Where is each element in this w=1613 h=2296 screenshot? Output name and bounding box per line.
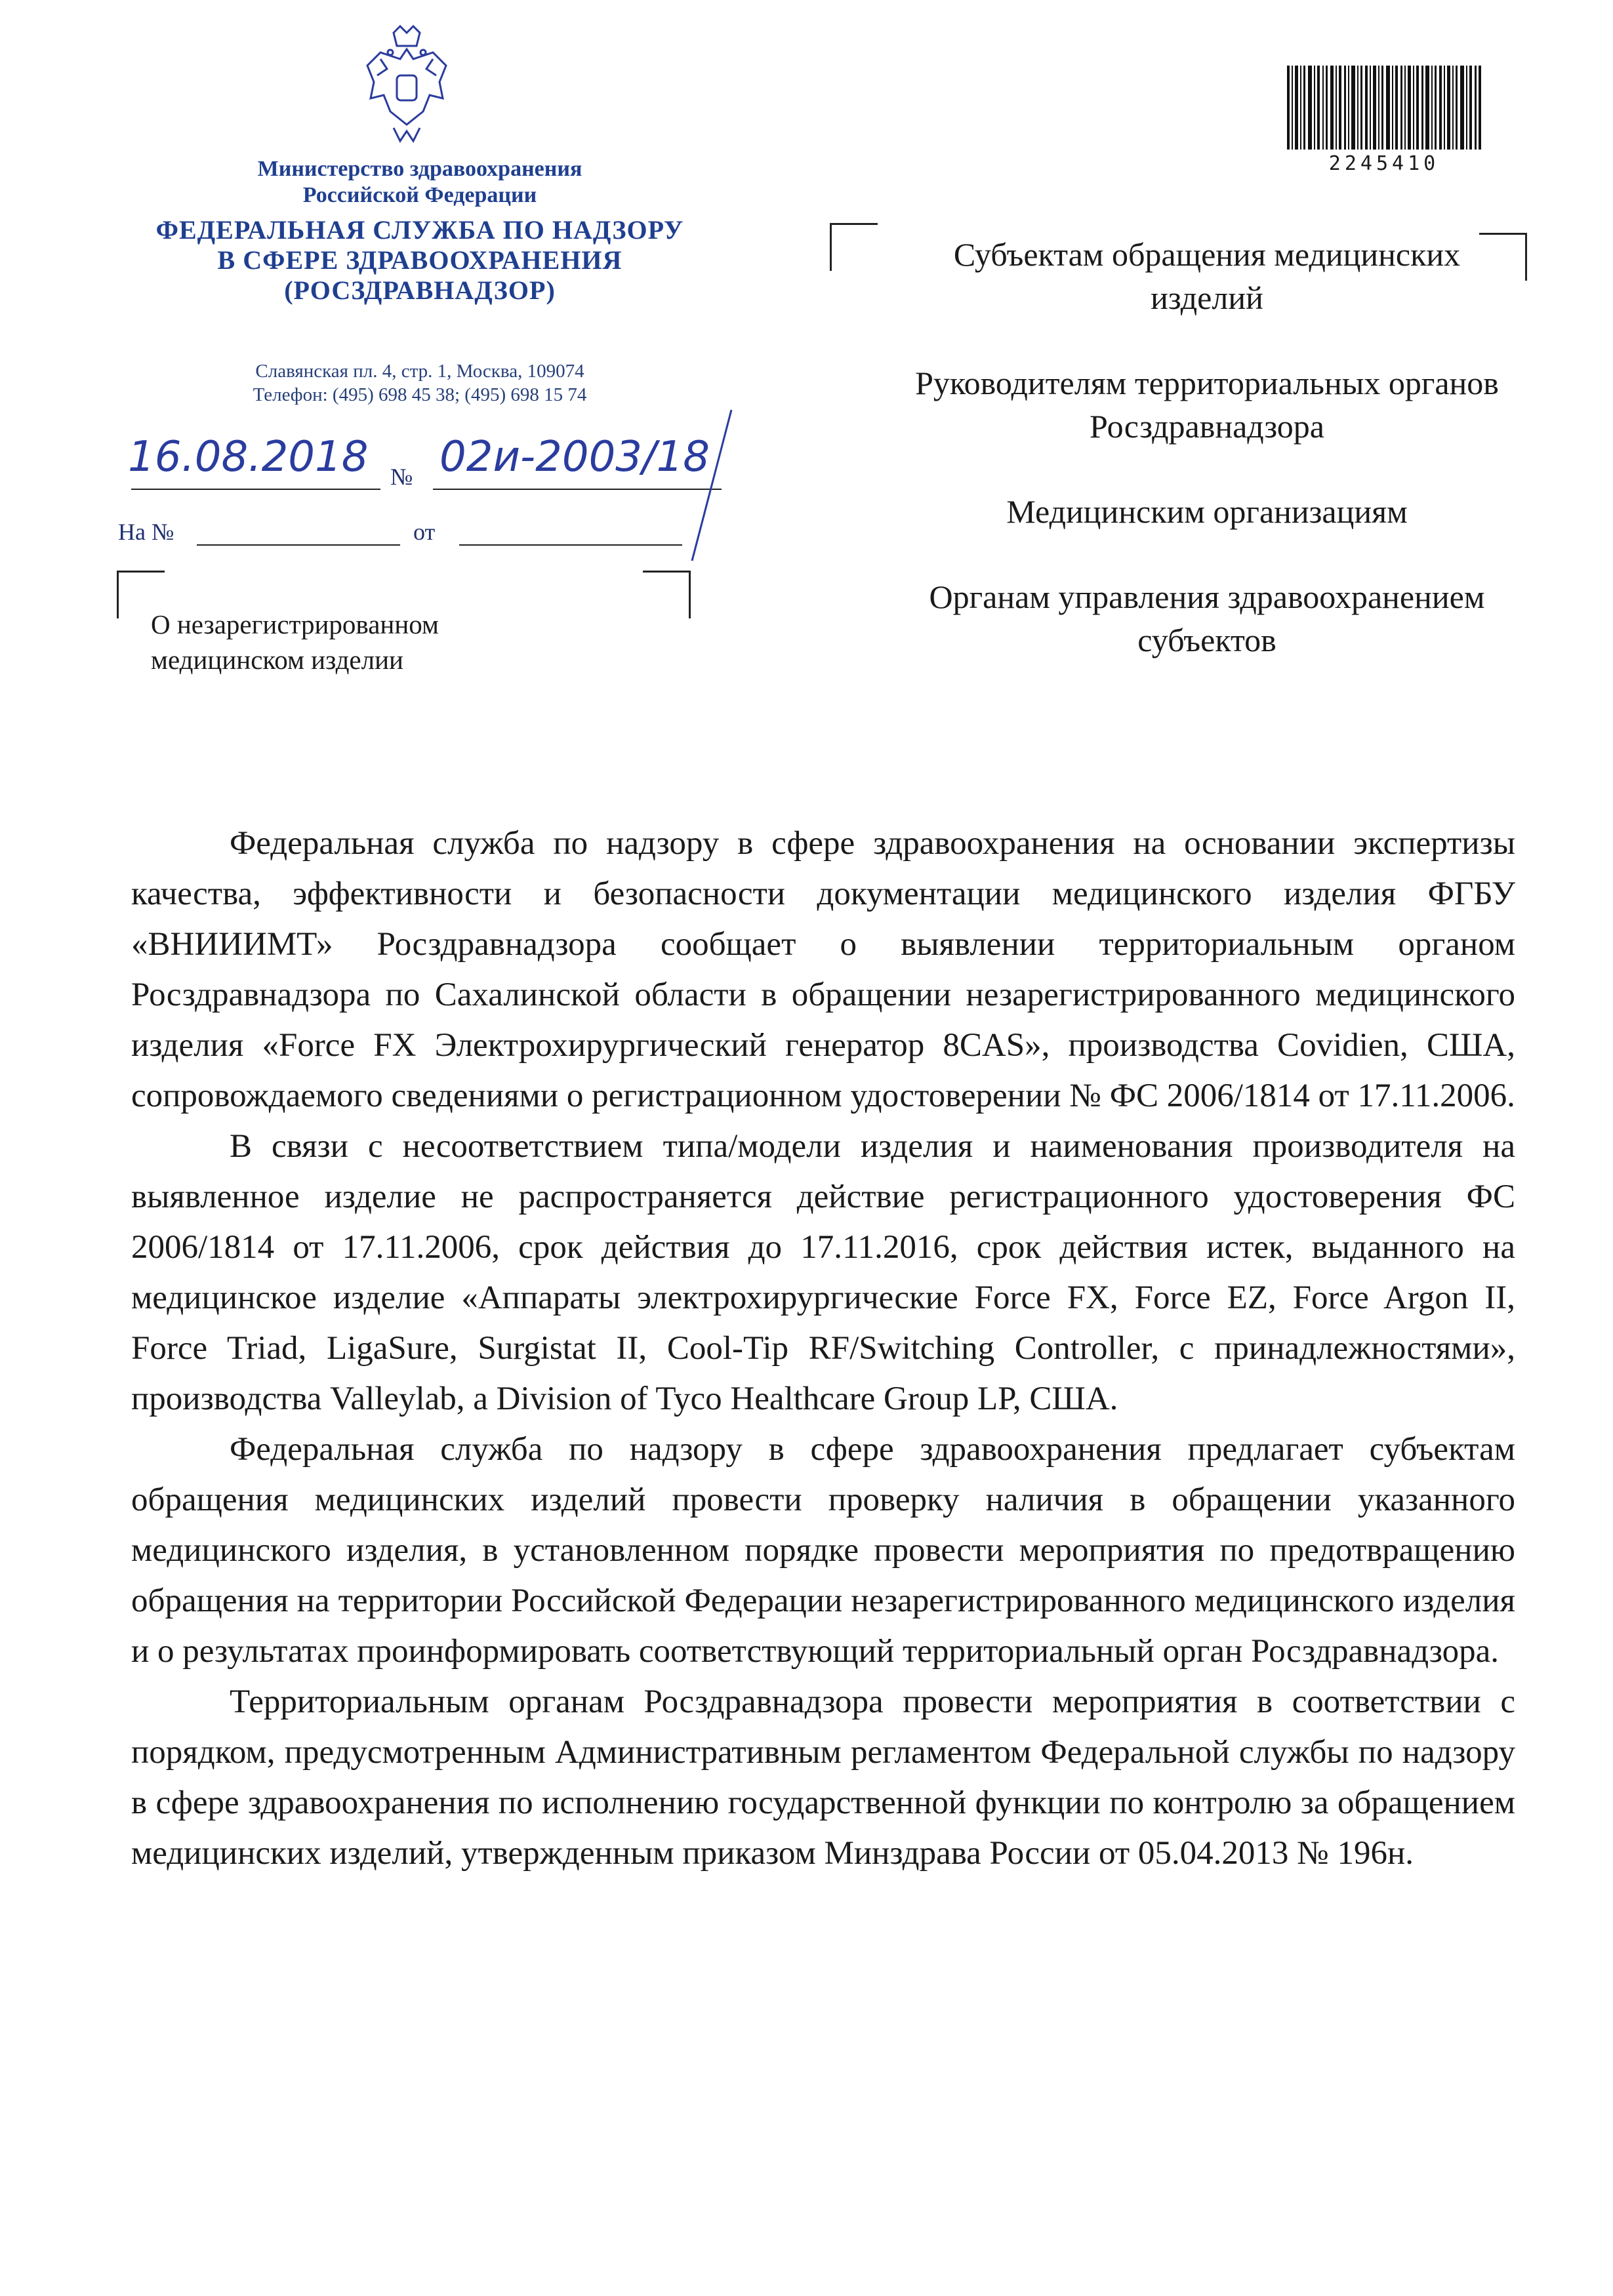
agency-line-3: (РОСЗДРАВНАДЗОР) [284, 275, 556, 305]
ministry-line-2: Российской Федерации [302, 183, 537, 207]
subject-corner-right [643, 571, 691, 618]
date-underline [131, 489, 380, 490]
registration-number: 02и-2003/18 [439, 433, 710, 481]
agency-line-1: ФЕДЕРАЛЬНАЯ СЛУЖБА ПО НАДЗОРУ [155, 215, 684, 245]
body-paragraph: Федеральная служба по надзору в сфере здравоохранения на основании экспертизы качества, эффективности и безопасности документации медицинского изделия ФГБУ «ВНИИИМТ» Росздравнадзора сообщает о выявлении территориальным органом Росздравнадзора по Сахалинской области в обращении незарегистрированного медицинского изделия «Force FX Электрохирургический генератор 8CAS», производства Covidien, США, сопровождаемого сведениями о регистрационном удостоверении № ФС 2006/1814 от 17.11.2006. [131, 825, 1515, 1114]
reply-from-underline [459, 544, 682, 546]
ministry-line-1: Министерство здравоохранения [257, 157, 582, 181]
addressee-item: Субъектам обращения медицинских изделий [953, 236, 1461, 316]
body-paragraph: Федеральная служба по надзору в сфере здравоохранения предлагает субъектам обращения медицинских изделий провести проверку наличия в обращении указанного медицинского изделия, в установленном порядке провести мероприятия по предотвращению обращения на территории Российской Федерации незарегистрированного медицинского изделия и о результатах проинформировать соответствующий территориальный орган Росздравнадзора. [131, 1431, 1515, 1670]
addressee-item: Органам управления здравоохранением субъектов [929, 578, 1485, 658]
addressee-item: Медицинским организациям [1006, 493, 1408, 530]
letter-body [131, 818, 1515, 1879]
reply-number-label: На № [118, 519, 174, 545]
phone-line: Телефон: (495) 698 45 38; (495) 698 15 74 [253, 384, 587, 405]
ministry-name [190, 156, 649, 209]
addressee-block [912, 233, 1502, 704]
address-line: Славянская пл. 4, стр. 1, Москва, 109074 [255, 361, 584, 382]
handwritten-slash-mark [682, 407, 741, 564]
reply-number-underline [197, 544, 400, 546]
body-paragraph: Территориальным органам Росздравнадзора провести мероприятия в соответствии с порядком, предусмотренным Административным регламентом Федеральной службы по надзору в сфере здравоохранения по исполнению государственной функции по контролю за обращением медицинских изделий, утвержденным приказом Минздрава России от 05.04.2013 № 196н. [131, 1683, 1515, 1872]
agency-name [105, 215, 735, 306]
reply-from-label: от [413, 519, 436, 545]
addressee-item: Руководителям территориальных органов Росздравнадзора [915, 365, 1499, 445]
letter-subject: О незарегистрированном медицинском изделии [151, 609, 439, 675]
barcode [1286, 66, 1482, 150]
agency-line-2: В СФЕРЕ ЗДРАВООХРАНЕНИЯ [217, 245, 623, 275]
number-sign: № [390, 464, 413, 490]
coat-of-arms-emblem [354, 20, 459, 151]
barcode-number: 2245410 [1328, 152, 1440, 175]
addressee-corner-left [830, 223, 878, 271]
registration-date: 16.08.2018 [128, 433, 369, 481]
agency-address [131, 359, 708, 407]
body-paragraph: В связи с несоответствием типа/модели изделия и наименования производителя на выявленное изделие не распространяется действие регистрационного удостоверения ФС 2006/1814 от 17.11.2006, срок действия до 17.11.2016, срок действия истек, выданного на медицинское изделие «Аппараты электрохирургические Force FX, Force EZ, Force Argon II, Force Triad, LigaSure, Surgistat II, Cool-Tip RF/Switching Controller, с принадлежностями», производства Valleylab, a Division of Tyco Healthcare Group LP, США. [131, 1128, 1515, 1417]
number-underline [433, 489, 722, 490]
